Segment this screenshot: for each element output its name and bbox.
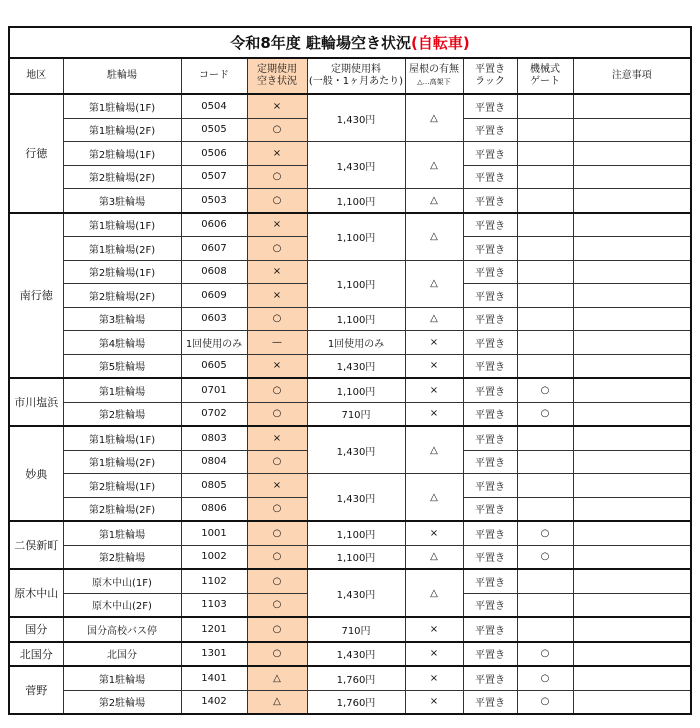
roof-cell: △ bbox=[405, 142, 463, 189]
rack-cell: 平置き bbox=[463, 237, 517, 261]
header-code: コード bbox=[181, 58, 247, 94]
title-main: 令和8年度 駐輪場空き状況 bbox=[230, 34, 412, 52]
fee-cell: 1,430円 bbox=[307, 426, 405, 474]
status-cell: × bbox=[247, 354, 307, 378]
code-cell: 0505 bbox=[181, 118, 247, 142]
gate-cell bbox=[517, 142, 573, 166]
district-cell: 菅野 bbox=[9, 666, 63, 714]
gate-cell: ○ bbox=[517, 402, 573, 426]
rack-cell: 平置き bbox=[463, 142, 517, 166]
header-gate-line2: ゲート bbox=[530, 76, 560, 87]
code-cell: 0606 bbox=[181, 213, 247, 237]
status-cell: △ bbox=[247, 666, 307, 690]
table-row bbox=[9, 378, 691, 402]
header-notes: 注意事項 bbox=[573, 58, 691, 94]
lot-name-cell: 第1駐輪場 bbox=[63, 521, 181, 545]
header-status-line2: 空き状況 bbox=[257, 76, 297, 87]
notes-cell bbox=[573, 165, 691, 189]
lot-name-cell: 第5駐輪場 bbox=[63, 354, 181, 378]
lot-name-cell: 第2駐輪場(1F) bbox=[63, 142, 181, 166]
notes-cell bbox=[573, 450, 691, 474]
code-cell: 1301 bbox=[181, 642, 247, 667]
header-roof-line2: △…高架下 bbox=[417, 78, 451, 86]
rack-cell: 平置き bbox=[463, 474, 517, 498]
roof-cell: △ bbox=[405, 426, 463, 474]
gate-cell bbox=[517, 593, 573, 617]
rack-cell: 平置き bbox=[463, 354, 517, 378]
gate-cell bbox=[517, 284, 573, 308]
header-row bbox=[9, 58, 691, 94]
code-cell: 0701 bbox=[181, 378, 247, 402]
lot-name-cell: 国分高校バス停 bbox=[63, 617, 181, 642]
notes-cell bbox=[573, 545, 691, 569]
notes-cell bbox=[573, 402, 691, 426]
notes-cell bbox=[573, 378, 691, 402]
header-roof bbox=[405, 58, 463, 94]
notes-cell bbox=[573, 307, 691, 331]
code-cell: 0504 bbox=[181, 94, 247, 118]
gate-cell bbox=[517, 307, 573, 331]
table-row bbox=[9, 521, 691, 545]
table-row bbox=[9, 642, 691, 667]
code-cell: 0805 bbox=[181, 474, 247, 498]
table-row bbox=[9, 426, 691, 450]
roof-cell: × bbox=[405, 331, 463, 355]
status-cell: ○ bbox=[247, 189, 307, 213]
code-cell: 1103 bbox=[181, 593, 247, 617]
gate-cell: ○ bbox=[517, 690, 573, 714]
code-cell: 1002 bbox=[181, 545, 247, 569]
fee-cell: 710円 bbox=[307, 617, 405, 642]
gate-cell: ○ bbox=[517, 545, 573, 569]
status-cell: ○ bbox=[247, 450, 307, 474]
gate-cell bbox=[517, 474, 573, 498]
status-cell: ○ bbox=[247, 617, 307, 642]
lot-name-cell: 第1駐輪場 bbox=[63, 666, 181, 690]
gate-cell bbox=[517, 617, 573, 642]
status-cell: — bbox=[247, 331, 307, 355]
notes-cell bbox=[573, 213, 691, 237]
notes-cell bbox=[573, 690, 691, 714]
title-vehicle-type: (自転車) bbox=[411, 34, 470, 52]
roof-cell: △ bbox=[405, 307, 463, 331]
lot-name-cell: 第2駐輪場 bbox=[63, 690, 181, 714]
table-row bbox=[9, 331, 691, 355]
lot-name-cell: 原木中山(1F) bbox=[63, 569, 181, 593]
lot-name-cell: 第3駐輪場 bbox=[63, 189, 181, 213]
rack-cell: 平置き bbox=[463, 545, 517, 569]
rack-cell: 平置き bbox=[463, 521, 517, 545]
table-row bbox=[9, 666, 691, 690]
rack-cell: 平置き bbox=[463, 642, 517, 667]
fee-cell: 1,100円 bbox=[307, 213, 405, 261]
district-cell: 市川塩浜 bbox=[9, 378, 63, 426]
notes-cell bbox=[573, 94, 691, 118]
rack-cell: 平置き bbox=[463, 307, 517, 331]
fee-cell: 1,100円 bbox=[307, 260, 405, 307]
lot-name-cell: 原木中山(2F) bbox=[63, 593, 181, 617]
rack-cell: 平置き bbox=[463, 402, 517, 426]
status-cell: ○ bbox=[247, 545, 307, 569]
header-gate-line1: 機械式 bbox=[530, 64, 560, 75]
status-cell: ○ bbox=[247, 642, 307, 667]
lot-name-cell: 第2駐輪場 bbox=[63, 545, 181, 569]
table-row bbox=[9, 307, 691, 331]
notes-cell bbox=[573, 118, 691, 142]
table-row bbox=[9, 213, 691, 237]
rack-cell: 平置き bbox=[463, 94, 517, 118]
roof-cell: × bbox=[405, 617, 463, 642]
fee-cell: 1,430円 bbox=[307, 142, 405, 189]
table-row bbox=[9, 474, 691, 498]
parking-availability-table bbox=[8, 26, 692, 715]
lot-name-cell: 第3駐輪場 bbox=[63, 307, 181, 331]
header-rack bbox=[463, 58, 517, 94]
notes-cell bbox=[573, 260, 691, 284]
gate-cell: ○ bbox=[517, 666, 573, 690]
status-cell: ○ bbox=[247, 497, 307, 521]
fee-cell: 1回使用のみ bbox=[307, 331, 405, 355]
gate-cell bbox=[517, 165, 573, 189]
header-rack-line1: 平置き bbox=[475, 64, 505, 75]
header-fee-line2: (一般・1ヶ月あたり) bbox=[308, 76, 404, 87]
status-cell: ○ bbox=[247, 569, 307, 593]
roof-cell: △ bbox=[405, 213, 463, 261]
lot-name-cell: 第2駐輪場(2F) bbox=[63, 497, 181, 521]
table-row bbox=[9, 189, 691, 213]
gate-cell bbox=[517, 260, 573, 284]
roof-cell: × bbox=[405, 642, 463, 667]
notes-cell bbox=[573, 284, 691, 308]
fee-cell: 710円 bbox=[307, 402, 405, 426]
rack-cell: 平置き bbox=[463, 284, 517, 308]
lot-name-cell: 第1駐輪場(1F) bbox=[63, 213, 181, 237]
status-cell: × bbox=[247, 426, 307, 450]
rack-cell: 平置き bbox=[463, 118, 517, 142]
rack-cell: 平置き bbox=[463, 450, 517, 474]
status-cell: ○ bbox=[247, 593, 307, 617]
rack-cell: 平置き bbox=[463, 593, 517, 617]
lot-name-cell: 第4駐輪場 bbox=[63, 331, 181, 355]
table-row bbox=[9, 260, 691, 284]
roof-cell: △ bbox=[405, 260, 463, 307]
status-cell: ○ bbox=[247, 307, 307, 331]
lot-name-cell: 第1駐輪場(1F) bbox=[63, 94, 181, 118]
status-cell: × bbox=[247, 213, 307, 237]
code-cell: 0803 bbox=[181, 426, 247, 450]
fee-cell: 1,760円 bbox=[307, 690, 405, 714]
code-cell: 0804 bbox=[181, 450, 247, 474]
notes-cell bbox=[573, 593, 691, 617]
status-cell: ○ bbox=[247, 237, 307, 261]
fee-cell: 1,430円 bbox=[307, 474, 405, 522]
lot-name-cell: 第2駐輪場(2F) bbox=[63, 165, 181, 189]
gate-cell bbox=[517, 213, 573, 237]
rack-cell: 平置き bbox=[463, 617, 517, 642]
gate-cell bbox=[517, 354, 573, 378]
table-title bbox=[9, 27, 691, 58]
table-row bbox=[9, 617, 691, 642]
district-cell: 二俣新町 bbox=[9, 521, 63, 569]
notes-cell bbox=[573, 426, 691, 450]
status-cell: ○ bbox=[247, 378, 307, 402]
district-cell: 行徳 bbox=[9, 94, 63, 213]
district-cell: 国分 bbox=[9, 617, 63, 642]
lot-name-cell: 第2駐輪場(1F) bbox=[63, 260, 181, 284]
fee-cell: 1,100円 bbox=[307, 545, 405, 569]
notes-cell bbox=[573, 521, 691, 545]
notes-cell bbox=[573, 354, 691, 378]
fee-cell: 1,100円 bbox=[307, 378, 405, 402]
roof-cell: × bbox=[405, 521, 463, 545]
code-cell: 0506 bbox=[181, 142, 247, 166]
status-cell: ○ bbox=[247, 118, 307, 142]
fee-cell: 1,430円 bbox=[307, 642, 405, 667]
lot-name-cell: 第2駐輪場(2F) bbox=[63, 284, 181, 308]
status-cell: × bbox=[247, 142, 307, 166]
status-cell: × bbox=[247, 260, 307, 284]
code-cell: 0609 bbox=[181, 284, 247, 308]
fee-cell: 1,100円 bbox=[307, 307, 405, 331]
lot-name-cell: 第2駐輪場(1F) bbox=[63, 474, 181, 498]
rack-cell: 平置き bbox=[463, 426, 517, 450]
lot-name-cell: 北国分 bbox=[63, 642, 181, 667]
gate-cell bbox=[517, 331, 573, 355]
notes-cell bbox=[573, 237, 691, 261]
notes-cell bbox=[573, 642, 691, 667]
header-gate bbox=[517, 58, 573, 94]
roof-cell: × bbox=[405, 690, 463, 714]
table-row bbox=[9, 94, 691, 118]
gate-cell: ○ bbox=[517, 378, 573, 402]
notes-cell bbox=[573, 569, 691, 593]
lot-name-cell: 第1駐輪場(2F) bbox=[63, 450, 181, 474]
code-cell: 0603 bbox=[181, 307, 247, 331]
roof-cell: × bbox=[405, 402, 463, 426]
roof-cell: △ bbox=[405, 545, 463, 569]
gate-cell bbox=[517, 497, 573, 521]
lot-name-cell: 第1駐輪場(1F) bbox=[63, 426, 181, 450]
gate-cell bbox=[517, 426, 573, 450]
code-cell: 0702 bbox=[181, 402, 247, 426]
roof-cell: × bbox=[405, 378, 463, 402]
notes-cell bbox=[573, 617, 691, 642]
code-cell: 0607 bbox=[181, 237, 247, 261]
rack-cell: 平置き bbox=[463, 165, 517, 189]
notes-cell bbox=[573, 497, 691, 521]
code-cell: 1201 bbox=[181, 617, 247, 642]
notes-cell bbox=[573, 666, 691, 690]
code-cell: 0608 bbox=[181, 260, 247, 284]
notes-cell bbox=[573, 189, 691, 213]
fee-cell: 1,430円 bbox=[307, 354, 405, 378]
roof-cell: △ bbox=[405, 94, 463, 142]
code-cell: 1401 bbox=[181, 666, 247, 690]
status-cell: ○ bbox=[247, 165, 307, 189]
roof-cell: △ bbox=[405, 569, 463, 617]
district-cell: 原木中山 bbox=[9, 569, 63, 617]
code-cell: 0503 bbox=[181, 189, 247, 213]
roof-cell: × bbox=[405, 666, 463, 690]
gate-cell: ○ bbox=[517, 642, 573, 667]
header-district: 地区 bbox=[9, 58, 63, 94]
code-cell: 1回使用のみ bbox=[181, 331, 247, 355]
header-roof-line1: 屋根の有無 bbox=[409, 64, 459, 75]
lot-name-cell: 第1駐輪場(2F) bbox=[63, 237, 181, 261]
status-cell: × bbox=[247, 94, 307, 118]
rack-cell: 平置き bbox=[463, 497, 517, 521]
district-cell: 南行徳 bbox=[9, 213, 63, 379]
notes-cell bbox=[573, 142, 691, 166]
code-cell: 1402 bbox=[181, 690, 247, 714]
code-cell: 1001 bbox=[181, 521, 247, 545]
header-status-line1: 定期使用 bbox=[257, 64, 297, 75]
lot-name-cell: 第1駐輪場 bbox=[63, 378, 181, 402]
lot-name-cell: 第2駐輪場 bbox=[63, 402, 181, 426]
code-cell: 0605 bbox=[181, 354, 247, 378]
header-fee-line1: 定期使用料 bbox=[331, 64, 381, 75]
fee-cell: 1,430円 bbox=[307, 94, 405, 142]
table-row bbox=[9, 545, 691, 569]
district-cell: 北国分 bbox=[9, 642, 63, 667]
status-cell: ○ bbox=[247, 521, 307, 545]
gate-cell bbox=[517, 118, 573, 142]
roof-cell: × bbox=[405, 354, 463, 378]
table-row bbox=[9, 354, 691, 378]
rack-cell: 平置き bbox=[463, 189, 517, 213]
rack-cell: 平置き bbox=[463, 331, 517, 355]
notes-cell bbox=[573, 331, 691, 355]
gate-cell bbox=[517, 237, 573, 261]
gate-cell bbox=[517, 450, 573, 474]
header-fee bbox=[307, 58, 405, 94]
lot-name-cell: 第1駐輪場(2F) bbox=[63, 118, 181, 142]
roof-cell: △ bbox=[405, 474, 463, 522]
gate-cell: ○ bbox=[517, 521, 573, 545]
table-row bbox=[9, 569, 691, 593]
rack-cell: 平置き bbox=[463, 569, 517, 593]
header-status bbox=[247, 58, 307, 94]
rack-cell: 平置き bbox=[463, 666, 517, 690]
rack-cell: 平置き bbox=[463, 213, 517, 237]
header-rack-line2: ラック bbox=[475, 76, 505, 87]
notes-cell bbox=[573, 474, 691, 498]
fee-cell: 1,100円 bbox=[307, 189, 405, 213]
gate-cell bbox=[517, 569, 573, 593]
status-cell: ○ bbox=[247, 402, 307, 426]
code-cell: 1102 bbox=[181, 569, 247, 593]
fee-cell: 1,100円 bbox=[307, 521, 405, 545]
rack-cell: 平置き bbox=[463, 690, 517, 714]
table-row bbox=[9, 690, 691, 714]
gate-cell bbox=[517, 94, 573, 118]
rack-cell: 平置き bbox=[463, 378, 517, 402]
table-row bbox=[9, 402, 691, 426]
table-row bbox=[9, 142, 691, 166]
header-lot: 駐輪場 bbox=[63, 58, 181, 94]
fee-cell: 1,760円 bbox=[307, 666, 405, 690]
code-cell: 0806 bbox=[181, 497, 247, 521]
code-cell: 0507 bbox=[181, 165, 247, 189]
roof-cell: △ bbox=[405, 189, 463, 213]
status-cell: × bbox=[247, 474, 307, 498]
gate-cell bbox=[517, 189, 573, 213]
fee-cell: 1,430円 bbox=[307, 569, 405, 617]
rack-cell: 平置き bbox=[463, 260, 517, 284]
district-cell: 妙典 bbox=[9, 426, 63, 521]
status-cell: △ bbox=[247, 690, 307, 714]
status-cell: × bbox=[247, 284, 307, 308]
